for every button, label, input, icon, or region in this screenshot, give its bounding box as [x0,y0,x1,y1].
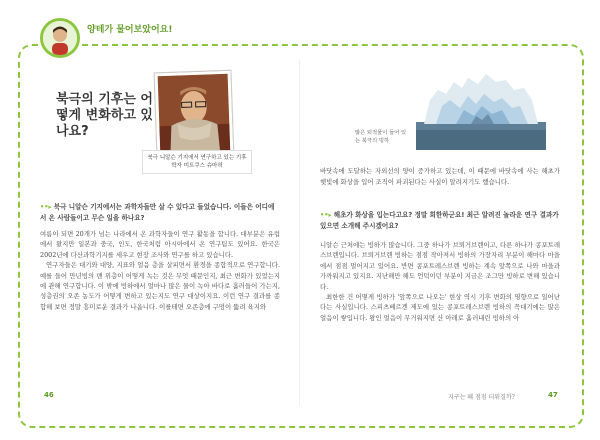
body-right [320,240,560,323]
question-left-text: 북극 니알슨 기지에서는 과학자들만 살 수 있다고 들었습니다. 이들은 어디에서 온 사람들이고 무슨 일을 하나요? [40,203,275,222]
page-number-left: 46 [44,391,54,399]
arrow-icon: ••▸ [40,203,52,211]
page-spine [299,60,300,405]
paragraph: 최한한 건 어떻게 빙하가 '앞쪽으로 나오는' 현상 역시 기후 변화의 영향으로 일어난다는 사실입니다. 스피츠베르겐 제도에 있는 콩포트레스브렌 빙하의 꼭대기에는 많은 얼음이 쌓입니다. 왕인 얼음이 무거워지면 산 아래로 흘러내린 빙하의 아 [320,293,560,322]
paragraph: 바닷속에 도달하는 자외선의 양이 증가하고 있는데, 이 때문에 바닷속에 사는 해초가 햇빛에 화상을 입어 조직이 파괴된다는 사실이 알려지기도 했습니다. [320,167,560,186]
glacier-photo-caption: 많은 퇴적물이 들어 있는 북극의 빙하 [355,130,407,144]
question-right [320,210,565,231]
interviewer-avatar [40,18,80,58]
section-title: 양테가 물어보았어요! [84,22,175,35]
glacier-photo [416,60,546,150]
running-footer-title: 지구는 왜 점점 더워질까? [448,394,515,401]
paragraph: 여름이 되면 20개가 넘는 나라에서 온 과학자들이 연구 활동을 합니다. 대부분은 유럽에서 왔지만 일본과 중국, 인도, 한국처럼 아시아에서 온 연구팀도 있어요. 한국은 2002년에 다산과학기지를 세우고 현장 조사와 연구를 하고 있습니다. [40,230,280,259]
paragraph: 니알슨 근처에는 빙하가 많습니다. 그중 하나가 브뢰거브렌이고, 다른 하나가 콩포트레스브렌입니다. 브뢰거브렌 빙하는 점점 작아져서 빙하의 가장자리 부분이 해마다 마을에서 점점 멀어지고 있어요. 반면 콩포트레스브렌 빙하는 계속 앞쪽으로 나와 마을과 가까워지고 있지요. 지난해만 해도 언덕이던 부분이 지금은 조그만 빙하로 변해 있습니다. [320,241,560,291]
article-title: 북극의 기후는 어떻게 변화하고 있나요? [56,92,153,139]
page-number-right: 47 [548,391,558,399]
body-left [40,229,280,312]
body-right-top [320,160,560,194]
question-right-text: 해초가 화상을 입는다고요? 정말 희한하군요! 최근 알려진 놀라운 연구 결과가 있으면 소개해 주시겠어요? [320,211,559,230]
scientist-photo-caption: 북극 니알슨 기지에서 연구하고 있는 기후학자 미트쿠스 슈마허 [142,150,252,174]
arrow-icon: ••▸ [320,211,332,219]
question-left [40,202,280,223]
paragraph: 연구자들은 대기와 대양, 지표와 얼음 층을 살피면서 환경을 종합적으로 연구합니다. 예를 들어 만년빙의 맨 위층이 어떻게 녹는 것은 무엇 때문인지, 최근 변화가 있었는지에 관해 연구합니다. 이 밖에 빙하에서 얼마나 많은 물이 녹아 바다로 흘러들어 가는지, 성층권의 오존 농도가 어떻게 변하고 있는지도 연구 대상이지요. 이런 연구 결과를 종합해 보면 정말 흥미로운 결과가 나옵니다. 이를테면 오존층에 구멍이 뚫려 육지와 [40,261,280,311]
scientist-photo [155,71,234,160]
